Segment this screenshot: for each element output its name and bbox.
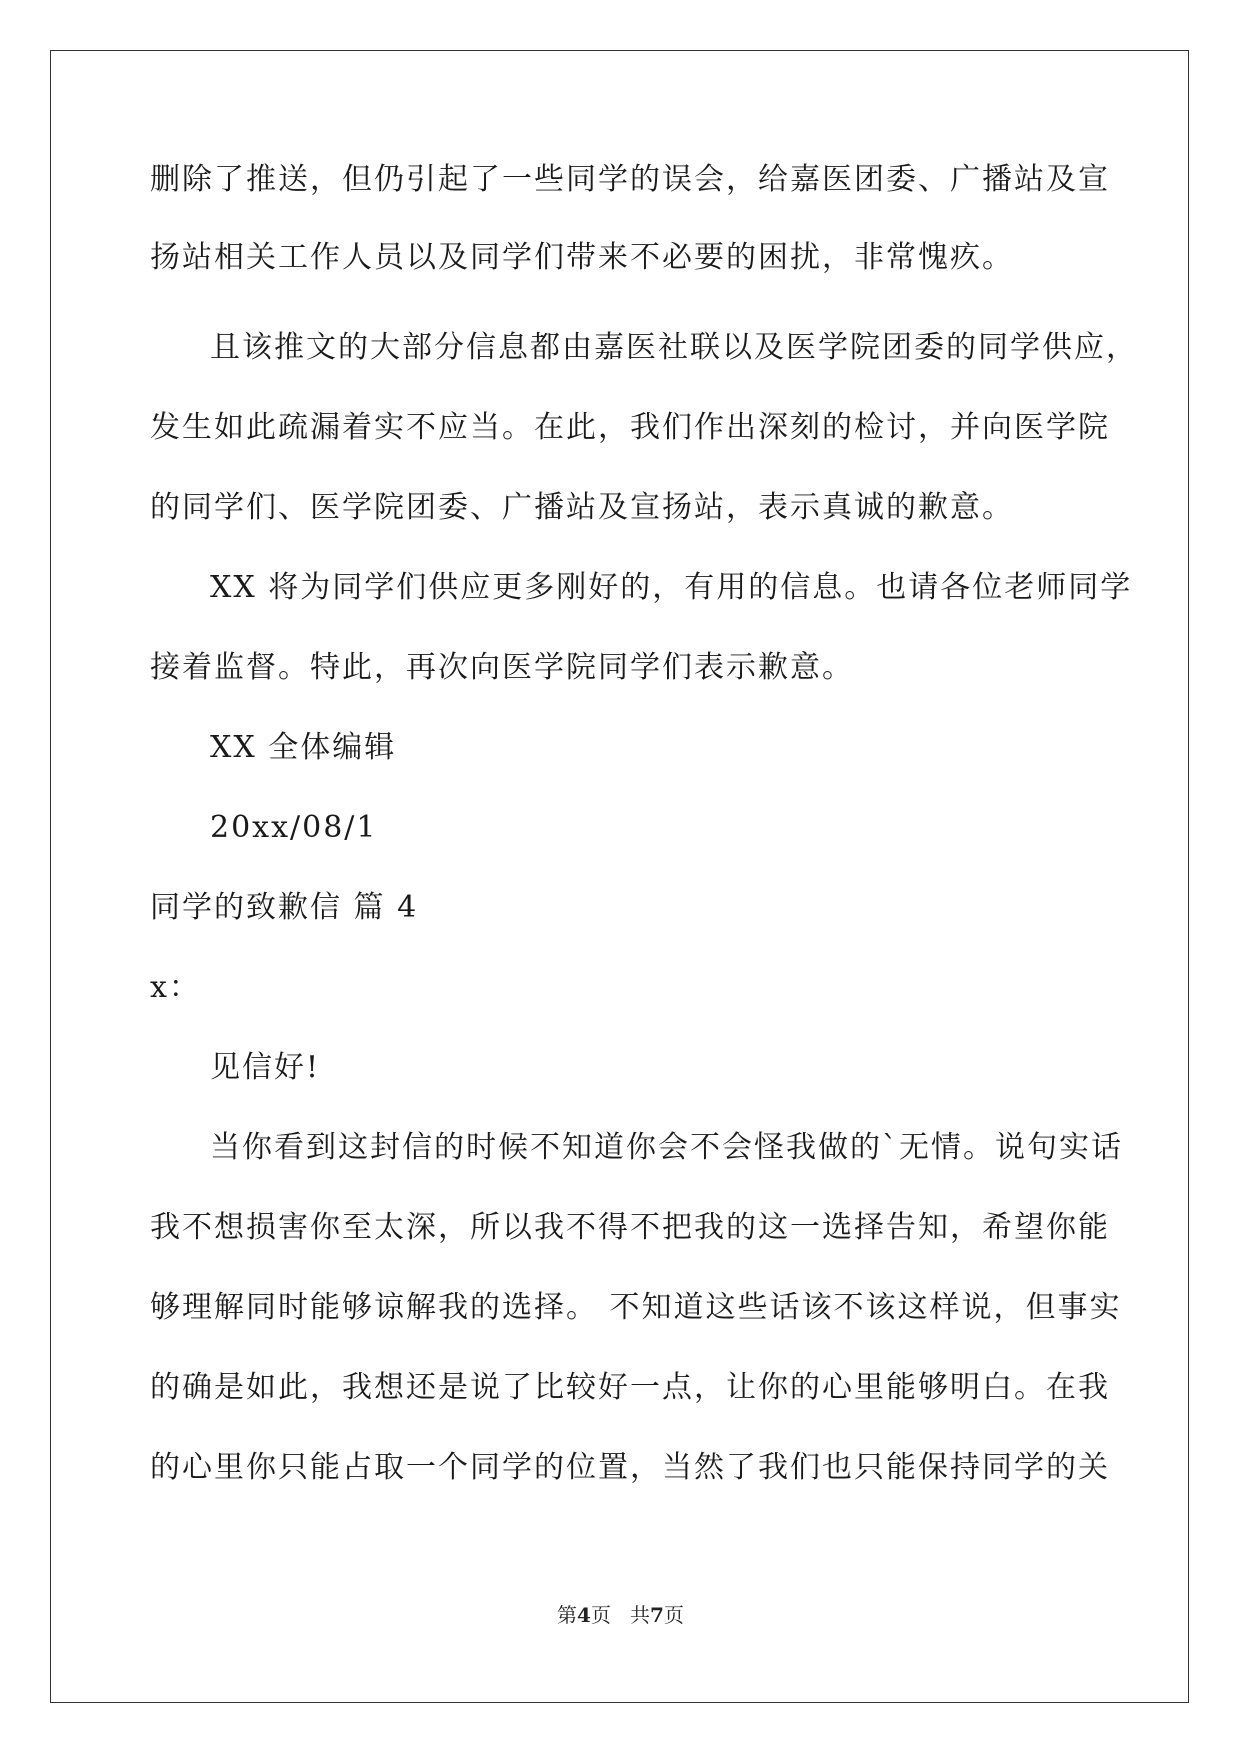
footer-prefix: 第 bbox=[557, 1603, 578, 1627]
salutation: x： bbox=[150, 970, 201, 1005]
greeting-line: 见信好! bbox=[210, 1050, 321, 1085]
paragraph-line: 接着监督。特此，再次向医学院同学们表示歉意。 bbox=[150, 650, 854, 685]
footer-total-suffix: 页 bbox=[663, 1603, 684, 1627]
paragraph-line: 扬站相关工作人员以及同学们带来不必要的困扰，非常愧疚。 bbox=[150, 240, 1014, 275]
paragraph-line: 我不想损害你至太深，所以我不得不把我的这一选择告知，希望你能 bbox=[150, 1210, 1110, 1245]
paragraph-line: 且该推文的大部分信息都由嘉医社联以及医学院团委的同学供应， bbox=[210, 330, 1138, 365]
paragraph-line: 发生如此疏漏着实不应当。在此，我们作出深刻的检讨，并向医学院 bbox=[150, 410, 1110, 445]
paragraph-line: 的同学们、医学院团委、广播站及宣扬站，表示真诚的歉意。 bbox=[150, 490, 1014, 525]
paragraph-line: 够理解同时能够谅解我的选择。 不知道这些话该不该这样说，但事实 bbox=[150, 1290, 1122, 1325]
total-page-count: 7 bbox=[650, 1603, 664, 1627]
paragraph-line: XX 将为同学们供应更多刚好的，有用的信息。也请各位老师同学 bbox=[210, 570, 1133, 605]
page-footer bbox=[0, 1603, 1241, 1627]
footer-total-prefix: 共 bbox=[630, 1603, 651, 1627]
current-page-number: 4 bbox=[577, 1603, 591, 1627]
paragraph-line: 删除了推送，但仍引起了一些同学的误会，给嘉医团委、广播站及宣 bbox=[150, 162, 1110, 197]
footer-page-suffix: 页 bbox=[590, 1603, 611, 1627]
signature-line: XX 全体编辑 bbox=[210, 730, 397, 765]
date-line: 20xx/08/1 bbox=[210, 810, 378, 845]
paragraph-line: 的确是如此，我想还是说了比较好一点，让你的心里能够明白。在我 bbox=[150, 1370, 1110, 1405]
section-heading: 同学的致歉信 篇 4 bbox=[150, 890, 419, 925]
paragraph-line: 当你看到这封信的时候不知道你会不会怪我做的`无情。说句实话 bbox=[210, 1130, 1123, 1165]
paragraph-line: 的心里你只能占取一个同学的位置，当然了我们也只能保持同学的关 bbox=[150, 1450, 1110, 1485]
